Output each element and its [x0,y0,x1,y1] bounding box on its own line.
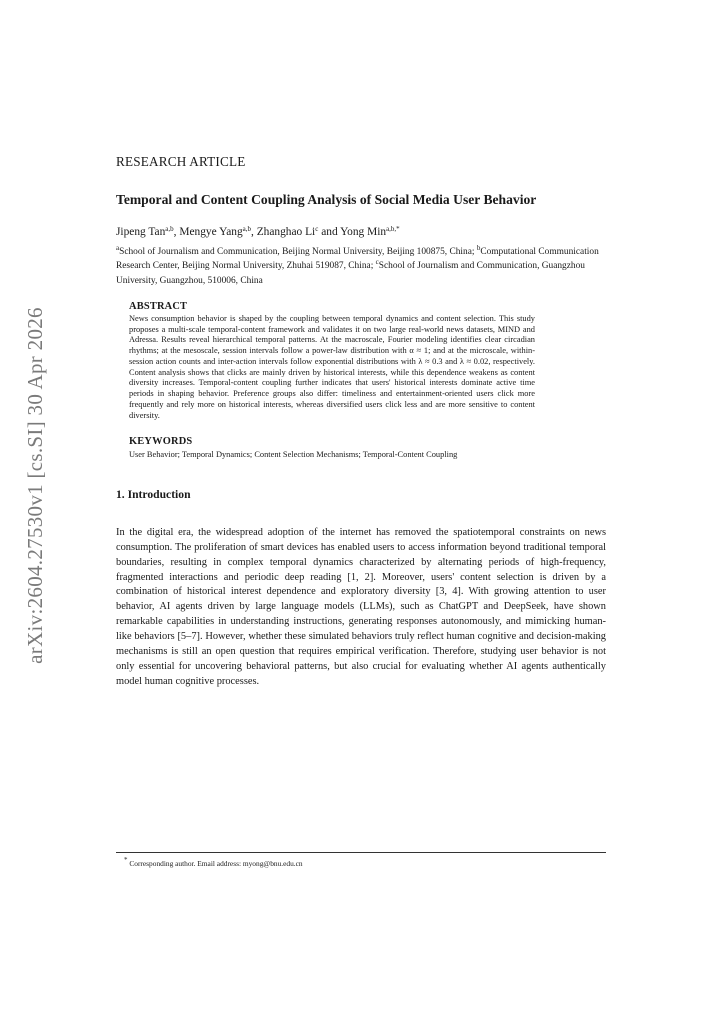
author-separator: , [173,226,180,238]
affiliation-text: Computational Communication Research Center, Beijing Normal University, Zhuhai 519087, China; [116,247,599,272]
affiliation-mark: a [116,244,120,252]
author-list [116,226,606,238]
footnote-divider [116,852,606,853]
footnote-mark: * [124,856,128,864]
abstract-heading: ABSTRACT [129,300,188,312]
author-affil-mark: a,b [242,225,251,233]
footnote [124,856,303,868]
affiliation-text: School of Journalism and Communication, Guangzhou University, Guangzhou, 510006, China [116,261,585,286]
author-name: Yong Min [340,226,387,238]
author-name: Zhanghao Li [256,226,316,238]
paper-title: Temporal and Content Coupling Analysis of Social Media User Behavior [116,192,537,207]
author-affil-mark: a,b [165,225,174,233]
keywords-text: User Behavior; Temporal Dynamics; Content Selection Mechanisms; Temporal-Content Coupling [129,450,458,460]
author-separator: , [251,226,257,238]
author-name: Jipeng Tan [116,226,166,238]
author-name: Mengye Yang [179,226,243,238]
affiliations [116,245,606,288]
abstract-block [129,301,535,422]
arxiv-identifier: arXiv:2604.27530v1 [cs.SI] 30 Apr 2026 [22,306,47,664]
affiliation-mark: c [375,258,379,267]
abstract-text: News consumption behavior is shaped by the coupling between temporal dynamics and content selection. This study proposes a multi-scale temporal-content framework and validates it on two large real-world news datasets, MIND and Adressa. Results reveal hierarchical temporal patterns. At the macroscale, Fourier modeling identifies clear circadian rhythms; at the mesoscale, session intervals follow a power-law distribution with α ≈ 1; and at the microscale, within-session action counts and inter-action intervals follow exponential distributions with λ ≈ 0.3 and λ ≈ 0.02, respectively. Content analysis shows that clicks are mainly driven by historical interests, while this dependence weakens as content diversity increases. Temporal-content coupling further indicates that users' historical interests dominate active time periods in shaping behavior. Preference groups also differ: timeliness and entertainment-oriented users click more frequently and rely more on historical interests, whereas diversified users click less and are more sensitive to content diversity. [129,313,535,420]
keywords-heading: KEYWORDS [129,436,193,448]
affiliation-mark: b [476,244,481,252]
article-type: RESEARCH ARTICLE [116,154,246,169]
keywords-block [129,436,535,460]
introduction-paragraph: In the digital era, the widespread adoption of the internet has removed the spatiotemporal constraints on news consumption. The proliferation of smart devices has enabled users to access information beyond traditional temporal boundaries, resulting in complex temporal dynamics characterized by alternating periods of high-frequency, fragmented interactions and periodic deep reading [1, 2]. Moreover, users' content selection is driven by a combination of historical interest dependence and exploratory diversity [3, 4]. With growing attention to user behavior, AI agents driven by large language models (LLMs), such as ChatGPT and DeepSeek, have shown remarkable capabilities in understanding instructions, generating responses autonomously, and mimicking human-like behaviors [5–7]. However, whether these simulated behaviors truly reflect human cognitive and decision-making mechanisms is still an open question that requires empirical verification. Therefore, studying user behavior is not only essential for uncovering behavioral patterns, but also crucial for evaluating whether AI agents authentically model human cognitive processes. [116,526,606,687]
author-affil-mark: a,b,* [386,225,400,233]
author-affil-mark: c [315,225,319,233]
author-separator: and [318,226,341,238]
footnote-text: Corresponding author. Email address: myong@bnu.edu.cn [127,859,303,868]
arxiv-sidebar-stamp [18,290,52,680]
introduction-heading: 1. Introduction [116,487,191,501]
affiliation-text: School of Journalism and Communication, Beijing Normal University, Beijing 100875, China; [119,247,477,257]
paper-first-page [116,154,606,690]
